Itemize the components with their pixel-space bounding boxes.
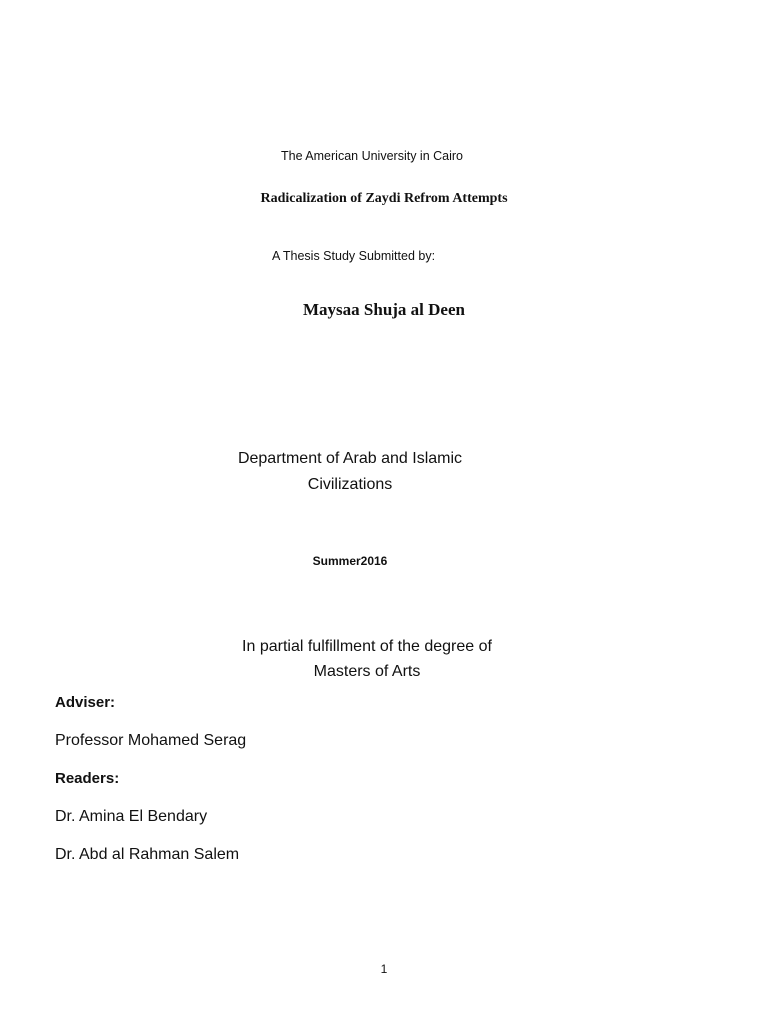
department-line-1: Department of Arab and Islamic xyxy=(237,450,463,467)
university-name: The American University in Cairo xyxy=(280,149,463,163)
department-block xyxy=(200,446,500,498)
degree-block xyxy=(217,634,517,684)
degree-line-2: Masters of Arts xyxy=(313,663,421,680)
page-number: 1 xyxy=(380,962,388,976)
adviser-label: Adviser: xyxy=(55,694,116,711)
adviser-name: Professor Mohamed Serag xyxy=(55,732,247,749)
thesis-title: Radicalization of Zaydi Refrom Attempts xyxy=(260,191,508,206)
department-line-2: Civilizations xyxy=(307,476,393,493)
submitted-by-label: A Thesis Study Submitted by: xyxy=(272,249,436,263)
degree-line-1: In partial fulfillment of the degree of xyxy=(242,638,492,655)
term-label: Summer2016 xyxy=(312,554,388,568)
reader-name: Dr. Amina El Bendary xyxy=(55,808,208,825)
author-name: Maysaa Shuja al Deen xyxy=(303,300,465,319)
reader-name: Dr. Abd al Rahman Salem xyxy=(55,846,240,863)
readers-label: Readers: xyxy=(55,770,120,787)
